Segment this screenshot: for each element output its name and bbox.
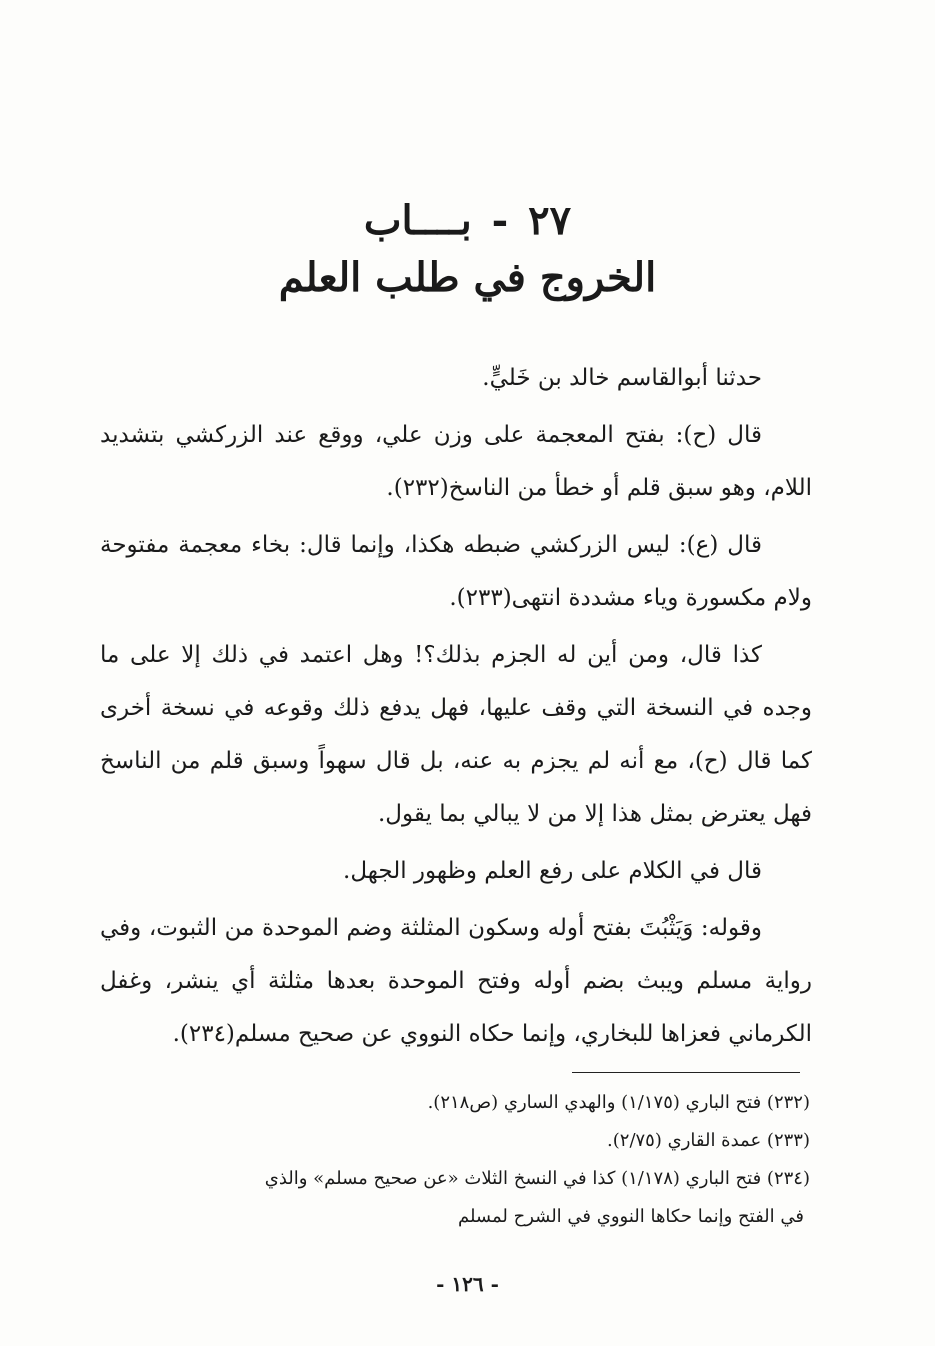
paragraph: قال في الكلام على رفع العلم وظهور الجهل. (343, 858, 762, 884)
paragraph: وقوله: وَيَثْبُتَ بفتح أوله وسكون المثلثة وضم الموحدة من الثبوت، وفي رواية مسلم ويبث بضم أوله وفتح الموحدة بعدها مثلثة أي ينشر، وغفل الكرماني فعزاها للبخاري، وإنما حكاه النووي عن صحيح مسلم(٢٣٤). (100, 915, 812, 1047)
footnote: (٢٣٢) فتح الباري (١/١٧٥) والهدي الساري (ص٢١٨). (427, 1092, 810, 1113)
paragraph: حدثنا أبوالقاسم خالد بن خَليٍّ. (482, 365, 762, 391)
footnote-divider (572, 1072, 800, 1073)
paragraph: قال (ع): ليس الزركشي ضبطه هكذا، وإنما قال: بخاء معجمة مفتوحة ولام مكسورة وياء مشددة انتهى(٢٣٣). (100, 532, 812, 611)
chapter-title: الخروج في طلب العلم (278, 254, 657, 301)
paragraph: قال (ح): بفتح المعجمة على وزن علي، ووقع عند الزركشي بتشديد اللام، وهو سبق قلم أو خطأ من الناسخ(٢٣٢). (100, 422, 812, 501)
footnote: (٢٣٣) عمدة القاري (٢/٧٥). (607, 1130, 810, 1151)
footnote: (٢٣٤) فتح الباري (١/١٧٨) كذا في النسخ الثلاث «عن صحيح مسلم» والذي (264, 1168, 810, 1189)
chapter-number: ٢٧ - بــــاب (363, 197, 572, 244)
footnotes (100, 1084, 810, 1236)
page-number: - ١٢٦ - (436, 1272, 499, 1296)
paragraph: كذا قال، ومن أين له الجزم بذلك؟! وهل اعتمد في ذلك إلا على ما وجده في النسخة التي وقف عليها، فهل يدفع ذلك وقوعه في نسخة أخرى كما قال (ح)، مع أنه لم يجزم به عنه، بل قال سهواً وسبق قلم من الناسخ فهل يعترض بمثل هذا إلا من لا يبالي بما يقول. (100, 642, 812, 827)
footnote-continuation: في الفتح وإنما حكاها النووي في الشرح لمسلم (457, 1206, 804, 1227)
body-text (100, 352, 812, 1065)
